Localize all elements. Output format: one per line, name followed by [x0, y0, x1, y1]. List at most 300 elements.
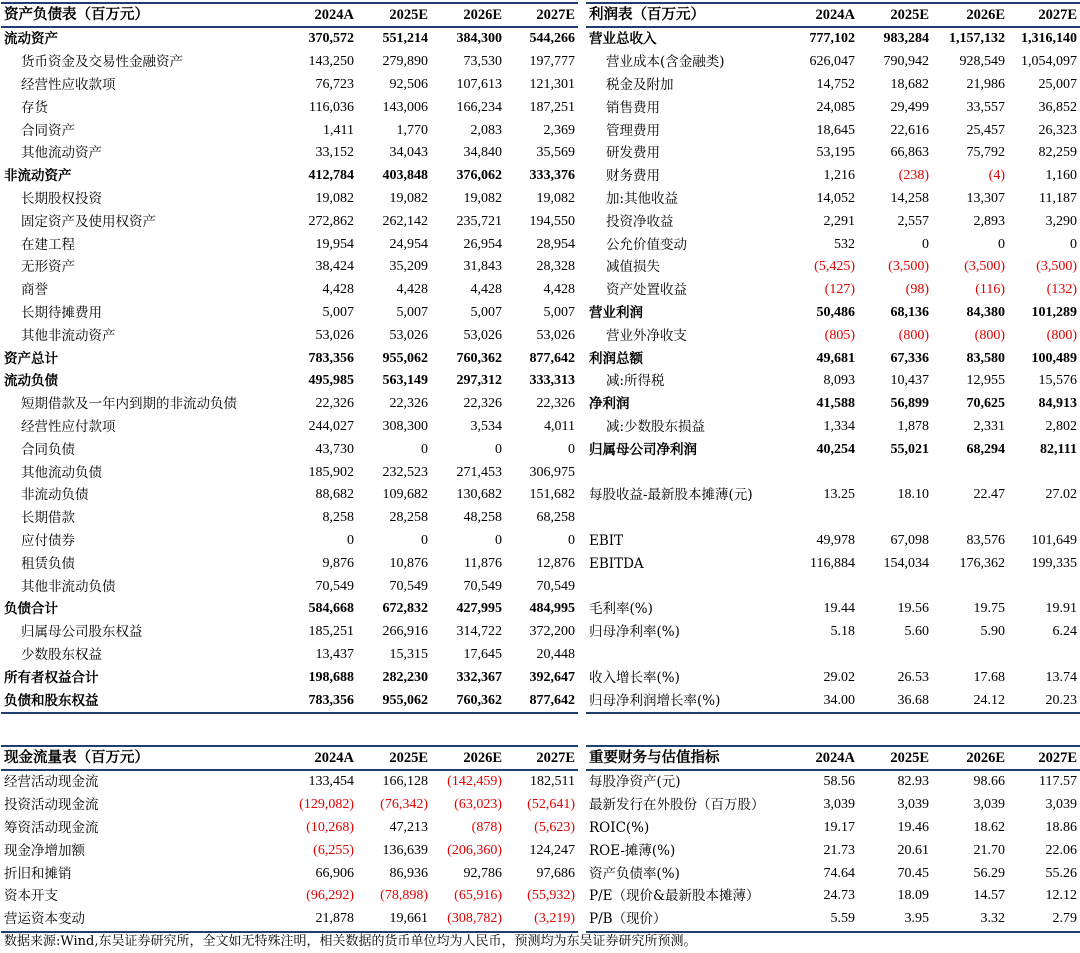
row-label: 销售费用	[606, 99, 660, 116]
cell-value	[786, 575, 858, 598]
table-row	[1, 438, 578, 461]
table-row	[586, 324, 1080, 347]
table-row	[1, 165, 578, 188]
cell-value: 19,954	[315, 236, 354, 252]
cell-value	[1008, 644, 1080, 667]
cell-value: 308,300	[382, 418, 428, 434]
row-label: 毛利率(%)	[589, 601, 653, 618]
cell-value: 34,840	[463, 145, 502, 161]
cell-value: 48,258	[463, 510, 502, 526]
table-row	[586, 188, 1080, 211]
row-label: 投资净收益	[606, 213, 674, 230]
cell-value: 68,136	[890, 304, 929, 320]
table-row	[586, 347, 1080, 370]
cell-value: (65,916)	[454, 888, 502, 904]
cell-value: 19,082	[463, 190, 502, 206]
row-label	[586, 461, 786, 484]
row-label: 其他流动负债	[21, 464, 102, 481]
cell-value: (3,500)	[1036, 259, 1077, 275]
cell-value: 35,569	[536, 145, 575, 161]
cell-value: 955,062	[357, 689, 431, 713]
table-row	[586, 552, 1080, 575]
cell-value: 22,616	[890, 122, 929, 138]
cell-value: 70.45	[897, 865, 929, 881]
cell-value: (6,255)	[313, 842, 354, 858]
cell-value: 19,082	[389, 190, 428, 206]
row-label	[586, 644, 786, 667]
cell-value: 4,428	[322, 282, 354, 298]
table-row	[586, 119, 1080, 142]
row-label: EBITDA	[589, 555, 644, 572]
cell-value: (5,425)	[814, 259, 855, 275]
cell-value: 5,007	[543, 304, 575, 320]
cell-value: 82,111	[1040, 441, 1077, 457]
row-label: ROE-摊薄(%)	[589, 842, 676, 859]
cell-value: 484,995	[529, 601, 575, 617]
year-header: 2024A	[284, 3, 357, 27]
cell-value: 9,876	[322, 555, 354, 571]
cell-value: 1,770	[396, 122, 428, 138]
cell-value: 332,367	[456, 669, 502, 685]
cell-value: 68,294	[966, 441, 1005, 457]
table-title: 利润表（百万元）	[586, 3, 786, 27]
cell-value: 18.09	[897, 888, 929, 904]
cell-value: 5.90	[980, 624, 1005, 640]
row-label: 每股收益-最新股本摊薄(元)	[589, 487, 753, 504]
cell-value: 314,722	[456, 624, 502, 640]
cell-value: 2,802	[1045, 418, 1077, 434]
cell-value: 3,290	[1045, 213, 1077, 229]
cell-value: 783,356	[284, 689, 357, 713]
row-label	[586, 575, 786, 598]
row-label: 营业总收入	[589, 31, 657, 48]
cell-value: 2,083	[470, 122, 502, 138]
cell-value: 84,380	[966, 304, 1005, 320]
row-label: 归母净利率(%)	[589, 624, 680, 641]
table-row	[586, 165, 1080, 188]
cell-value: 392,647	[529, 669, 575, 685]
cell-value: 297,312	[456, 373, 502, 389]
cell-value: 70,549	[315, 578, 354, 594]
table-row	[1, 370, 578, 393]
cell-value: 2.79	[1008, 908, 1080, 932]
cell-value: 4,011	[544, 418, 575, 434]
table-row	[1, 689, 578, 713]
cell-value: 84,913	[1038, 396, 1077, 412]
cell-value: 12.12	[1045, 888, 1077, 904]
cell-value: (63,023)	[454, 797, 502, 813]
cell-value: 19.56	[897, 601, 929, 617]
cell-value: 53,026	[389, 327, 428, 343]
cell-value: 83,580	[966, 350, 1005, 366]
cell-value: 50,486	[816, 304, 855, 320]
cell-value: 19.75	[973, 601, 1005, 617]
row-label: 归属母公司净利润	[589, 441, 697, 458]
cell-value: 25,007	[1038, 76, 1077, 92]
row-label: 流动资产	[4, 31, 58, 48]
cell-value: 2,331	[973, 418, 1005, 434]
table-title: 资产负债表（百万元）	[1, 3, 284, 27]
row-label: 收入增长率(%)	[589, 669, 680, 686]
table-row	[1, 416, 578, 439]
year-header: 2026E	[932, 746, 1008, 770]
cell-value: 760,362	[456, 350, 502, 366]
cell-value: 92,786	[463, 865, 502, 881]
row-label: 归属母公司股东权益	[21, 624, 143, 641]
table-row	[586, 817, 1080, 840]
row-label: ROIC(%)	[589, 819, 650, 836]
cell-value: 1,160	[1045, 168, 1077, 184]
cell-value	[858, 575, 932, 598]
cell-value: 82,259	[1038, 145, 1077, 161]
cell-value: 13,307	[966, 190, 1005, 206]
cell-value: 790,942	[883, 54, 929, 70]
cell-value: 22,326	[389, 396, 428, 412]
row-label: 资本开支	[4, 888, 58, 905]
row-label: 商誉	[21, 282, 48, 299]
cell-value	[932, 575, 1008, 598]
table-row	[586, 770, 1080, 794]
table-row	[586, 666, 1080, 689]
cell-value: 70,549	[389, 578, 428, 594]
row-label: 经营性应收款项	[21, 76, 116, 93]
cell-value: 0	[421, 532, 428, 548]
cell-value: 124,247	[529, 842, 575, 858]
cell-value: (55,932)	[527, 888, 575, 904]
cell-value: 928,549	[959, 54, 1005, 70]
year-header: 2027E	[1008, 3, 1080, 27]
cell-value: 5,007	[322, 304, 354, 320]
cell-value: 40,254	[816, 441, 855, 457]
cell-value: 22.06	[1045, 842, 1077, 858]
cell-value: 384,300	[456, 31, 502, 47]
cell-value: 0	[347, 532, 354, 548]
cell-value: 2,893	[973, 213, 1005, 229]
cell-value: 70,549	[536, 578, 575, 594]
cell-value: 82.93	[897, 774, 929, 790]
table-row	[586, 908, 1080, 932]
cell-value: 563,149	[382, 373, 428, 389]
cell-value: 97,686	[536, 865, 575, 881]
cell-value: 5.59	[786, 908, 858, 932]
cell-value: (10,268)	[306, 819, 354, 835]
cell-value: 53,026	[536, 327, 575, 343]
cell-value: (78,898)	[380, 888, 428, 904]
cell-value: 877,642	[505, 689, 578, 713]
cell-value: 34,043	[389, 145, 428, 161]
row-label: 归母净利润增长率(%)	[586, 689, 786, 713]
cell-value: 53,195	[816, 145, 855, 161]
table-row	[1, 210, 578, 233]
cell-value: 56,899	[890, 396, 929, 412]
row-label: 营运资本变动	[1, 908, 284, 932]
cell-value: 19.91	[1045, 601, 1077, 617]
cell-value: 2,557	[897, 213, 929, 229]
table-row	[1, 770, 578, 794]
table-row	[1, 575, 578, 598]
table-row	[586, 96, 1080, 119]
row-label: 每股净资产(元)	[589, 774, 681, 791]
row-label: 公允价值变动	[606, 236, 687, 253]
table-row	[1, 908, 578, 932]
row-label: 筹资活动现金流	[4, 819, 99, 836]
cell-value: (127)	[824, 282, 855, 298]
cell-value: 0	[568, 441, 575, 457]
cell-value: 3,039	[823, 797, 855, 813]
cell-value: 5,007	[470, 304, 502, 320]
cell-value: (800)	[974, 327, 1005, 343]
cell-value: 92,506	[389, 76, 428, 92]
row-label: 研发费用	[606, 145, 660, 162]
cell-value: 197,777	[529, 54, 575, 70]
table-title: 现金流量表（百万元）	[1, 746, 284, 770]
row-label: 应付债券	[21, 532, 75, 549]
cell-value: 98.66	[973, 774, 1005, 790]
cell-value: 166,234	[456, 99, 502, 115]
row-label: 税金及附加	[606, 76, 674, 93]
table-row	[1, 885, 578, 908]
row-label: 负债和股东权益	[1, 689, 284, 713]
cell-value: 3,039	[897, 797, 929, 813]
table-row	[1, 188, 578, 211]
cell-value: 101,649	[1031, 532, 1077, 548]
cell-value: 19.44	[823, 601, 855, 617]
cell-value: 8,258	[322, 510, 354, 526]
cell-value: 26,954	[463, 236, 502, 252]
row-label: 营业外净收支	[606, 327, 687, 344]
cell-value: 194,550	[529, 213, 575, 229]
table-row	[586, 507, 1080, 530]
cell-value: 86,936	[389, 865, 428, 881]
cell-value	[932, 461, 1008, 484]
row-label: EBIT	[589, 532, 624, 549]
cell-value: 783,356	[308, 350, 354, 366]
balance-sheet-table	[1, 2, 578, 714]
cell-value: 427,995	[456, 601, 502, 617]
row-label: 减:少数股东损益	[606, 418, 706, 435]
cell-value: 53,026	[463, 327, 502, 343]
cell-value: 403,848	[382, 168, 428, 184]
cell-value: 5,007	[396, 304, 428, 320]
cell-value: 70,625	[966, 396, 1005, 412]
table-row	[1, 119, 578, 142]
cell-value: 376,062	[456, 168, 502, 184]
table-row	[586, 233, 1080, 256]
cell-value	[1008, 507, 1080, 530]
table-header	[1, 3, 578, 27]
cell-value	[858, 507, 932, 530]
cell-value: 33,557	[966, 99, 1005, 115]
cell-value: 176,362	[959, 555, 1005, 571]
row-label: 流动负债	[4, 373, 58, 390]
cell-value: 12,955	[966, 373, 1005, 389]
table-row	[586, 839, 1080, 862]
table-row	[586, 689, 1080, 713]
table-header	[586, 746, 1080, 770]
row-label: 长期待摊费用	[21, 304, 102, 321]
cell-value: 1,334	[823, 418, 855, 434]
cell-value: 1,411	[323, 122, 354, 138]
row-label: P/B（现价）	[586, 908, 786, 932]
table-row	[1, 302, 578, 325]
cell-value: 551,214	[382, 31, 428, 47]
cell-value: 0	[922, 236, 929, 252]
table-row	[586, 530, 1080, 553]
cell-value: 187,251	[529, 99, 575, 115]
cell-value: 28,258	[389, 510, 428, 526]
table-row	[586, 621, 1080, 644]
table-header	[1, 746, 578, 770]
cell-value: 31,843	[463, 259, 502, 275]
cell-value: (52,641)	[527, 797, 575, 813]
cell-value: 0	[1070, 236, 1077, 252]
table-row	[1, 96, 578, 119]
table-row	[1, 530, 578, 553]
cell-value: 22.47	[973, 487, 1005, 503]
cell-value: 75,792	[966, 145, 1005, 161]
year-header: 2027E	[505, 3, 578, 27]
cell-value: 12,876	[536, 555, 575, 571]
cell-value: 117.57	[1039, 774, 1077, 790]
cell-value: 262,142	[382, 213, 428, 229]
table-row	[586, 575, 1080, 598]
cell-value: 19,082	[315, 190, 354, 206]
table-row	[1, 644, 578, 667]
row-label: 存货	[21, 99, 48, 116]
row-label: 所有者权益合计	[4, 669, 99, 686]
table-row	[1, 817, 578, 840]
cell-value: 3.95	[858, 908, 932, 932]
cell-value	[786, 507, 858, 530]
year-header: 2025E	[357, 3, 431, 27]
cell-value: 14,752	[816, 76, 855, 92]
cell-value: (142,459)	[447, 774, 502, 790]
row-label: 管理费用	[606, 122, 660, 139]
cell-value: 672,832	[382, 601, 428, 617]
row-label: 资产负债率(%)	[589, 865, 680, 882]
cell-value: 166,128	[382, 774, 428, 790]
cell-value: 13,437	[315, 646, 354, 662]
cell-value: 19.46	[897, 819, 929, 835]
cell-value: (129,082)	[299, 797, 354, 813]
cell-value: 136,639	[382, 842, 428, 858]
cell-value	[932, 644, 1008, 667]
cell-value: 18,682	[890, 76, 929, 92]
cell-value: 0	[495, 532, 502, 548]
cell-value: (206,360)	[447, 842, 502, 858]
cell-value: 21.73	[823, 842, 855, 858]
cell-value: (800)	[898, 327, 929, 343]
cell-value: (4)	[988, 168, 1005, 184]
cell-value: 116,036	[309, 99, 354, 115]
cell-value: 18,645	[816, 122, 855, 138]
table-row	[1, 233, 578, 256]
cell-value: 2,291	[823, 213, 855, 229]
cell-value: 70,549	[463, 578, 502, 594]
cell-value: 19,082	[536, 190, 575, 206]
cell-value: 66,863	[890, 145, 929, 161]
row-label: 折旧和摊销	[4, 865, 72, 882]
table-row	[586, 644, 1080, 667]
table-row	[586, 438, 1080, 461]
cell-value: 3,039	[973, 797, 1005, 813]
cell-value: 18.62	[973, 819, 1005, 835]
row-label: 投资活动现金流	[4, 797, 99, 814]
cell-value: 21,878	[284, 908, 357, 932]
year-header: 2025E	[858, 3, 932, 27]
table-row	[1, 461, 578, 484]
cell-value: 333,376	[529, 168, 575, 184]
cell-value: (3,500)	[964, 259, 1005, 275]
cell-value: 49,681	[816, 350, 855, 366]
cell-value: 101,289	[1031, 304, 1077, 320]
cell-value: 4,428	[470, 282, 502, 298]
table-row	[586, 74, 1080, 97]
cell-value: 777,102	[809, 31, 855, 47]
cell-value: 130,682	[456, 487, 502, 503]
cell-value	[786, 644, 858, 667]
cell-value: 13.74	[1045, 669, 1077, 685]
row-label: 最新发行在外股份（百万股）	[589, 797, 765, 814]
cell-value: 495,985	[308, 373, 354, 389]
cell-value: 4,428	[396, 282, 428, 298]
table-row	[1, 256, 578, 279]
row-label: 长期股权投资	[21, 190, 102, 207]
cell-value: 198,688	[308, 669, 354, 685]
cell-value: 13.25	[823, 487, 855, 503]
cell-value: 56.29	[973, 865, 1005, 881]
cell-value: (308,782)	[431, 908, 505, 932]
cash-flow-table	[1, 745, 578, 933]
cell-value: 760,362	[431, 689, 505, 713]
cell-value: 66,906	[315, 865, 354, 881]
year-header: 2025E	[858, 746, 932, 770]
cell-value: 11,876	[464, 555, 502, 571]
cell-value: 20.61	[897, 842, 929, 858]
cell-value: 17,645	[463, 646, 502, 662]
cell-value: 26.53	[897, 669, 929, 685]
cell-value: 19.17	[823, 819, 855, 835]
cell-value	[1008, 575, 1080, 598]
cell-value: 15,315	[389, 646, 428, 662]
cell-value: 26,323	[1038, 122, 1077, 138]
cell-value: 68,258	[536, 510, 575, 526]
table-row	[1, 839, 578, 862]
cell-value: 21.70	[973, 842, 1005, 858]
cell-value: 10,437	[890, 373, 929, 389]
cell-value: 232,523	[382, 464, 428, 480]
cell-value: 626,047	[809, 54, 855, 70]
cell-value: (805)	[824, 327, 855, 343]
cell-value: 27.02	[1045, 487, 1077, 503]
cell-value: 76,723	[315, 76, 354, 92]
income-statement-table	[586, 2, 1080, 714]
table-row	[1, 507, 578, 530]
cell-value: 109,682	[382, 487, 428, 503]
row-label: 现金净增加额	[4, 842, 85, 859]
cell-value: 36.68	[858, 689, 932, 713]
cell-value: 55.26	[1045, 865, 1077, 881]
cell-value: 36,852	[1038, 99, 1077, 115]
cell-value: (3,219)	[505, 908, 578, 932]
cell-value: 49,978	[816, 532, 855, 548]
cell-value: 21,986	[966, 76, 1005, 92]
row-label: 少数股东权益	[21, 646, 102, 663]
cell-value: 370,572	[308, 31, 354, 47]
table-row	[1, 74, 578, 97]
row-label: 无形资产	[21, 259, 75, 276]
cell-value: 22,326	[536, 396, 575, 412]
